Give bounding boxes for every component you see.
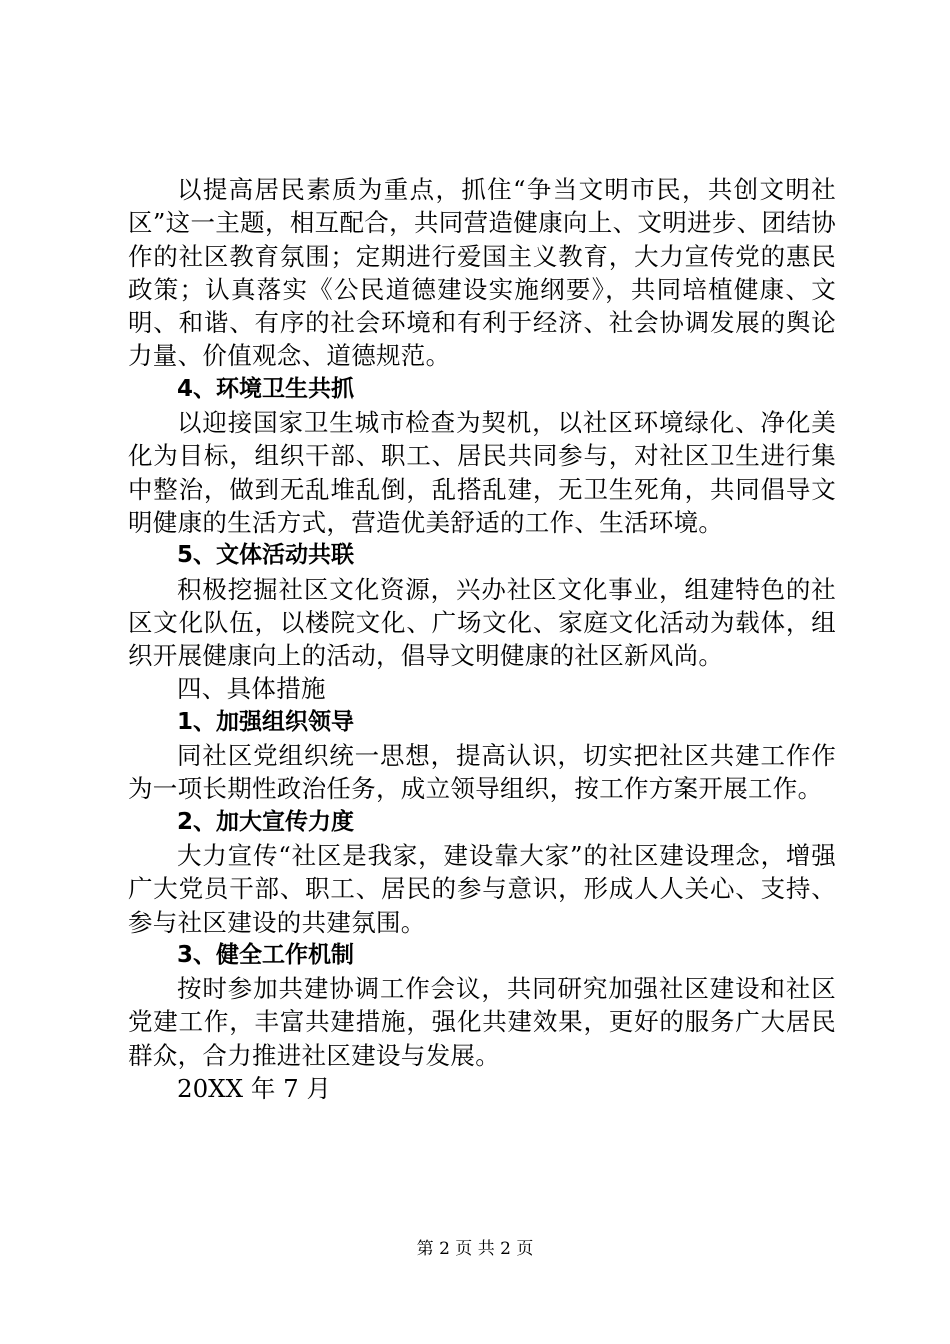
heading-environment-hygiene: 4、环境卫生共抓 — [177, 375, 355, 402]
paragraph-organization-leadership: 同社区党组织统一思想，提高认识，切实把社区共建工作作为一项长期性政治任务，成立领导组织，按工作方案开展工作。 — [128, 741, 836, 804]
heading-publicity: 2、加大宣传力度 — [177, 808, 355, 835]
heading-culture-sports: 5、文体活动共联 — [177, 542, 355, 569]
heading-organization-leadership: 1、加强组织领导 — [177, 708, 355, 735]
paragraph-civic-education: 以提高居民素质为重点，抓住“争当文明市民，共创文明社区”这一主题，相互配合，共同营造健康向上、文明进步、团结协作的社区教育氛围；定期进行爱国主义教育，大力宣传党的惠民政策；认真落实《公民道德建设实施纲要》，共同培植健康、文明、和谐、有序的社会环境和有利于经济、社会协调发展的舆论力量、价值观念、道德规范。 — [128, 175, 836, 371]
paragraph-publicity: 大力宣传“社区是我家，建设靠大家”的社区建设理念，增强广大党员干部、职工、居民的参与意识，形成人人关心、支持、参与社区建设的共建氛围。 — [128, 840, 836, 937]
paragraph-culture-sports: 积极挖掘社区文化资源，兴办社区文化事业，组建特色的社区文化队伍，以楼院文化、广场文化、家庭文化活动为载体，组织开展健康向上的活动，倡导文明健康的社区新风尚。 — [128, 574, 836, 671]
paragraph-work-mechanism: 按时参加共建协调工作会议，共同研究加强社区建设和社区党建工作，丰富共建措施，强化共建效果，更好的服务广大居民群众，合力推进社区建设与发展。 — [128, 974, 836, 1070]
page-number-label: 第 2 页 共 2 页 — [416, 1239, 534, 1259]
page-footer — [0, 1238, 950, 1260]
paragraph-environment-hygiene: 以迎接国家卫生城市检查为契机，以社区环境绿化、净化美化为目标，组织干部、职工、居民共同参与，对社区卫生进行集中整治，做到无乱堆乱倒，乱搭乱建，无卫生死角，共同倡导文明健康的生活方式，营造优美舒适的工作、生活环境。 — [128, 408, 836, 537]
heading-specific-measures: 四、具体措施 — [177, 674, 326, 704]
document-body — [128, 173, 836, 1105]
heading-work-mechanism: 3、健全工作机制 — [177, 941, 355, 968]
document-date: 20XX 年 7 月 — [177, 1074, 332, 1104]
